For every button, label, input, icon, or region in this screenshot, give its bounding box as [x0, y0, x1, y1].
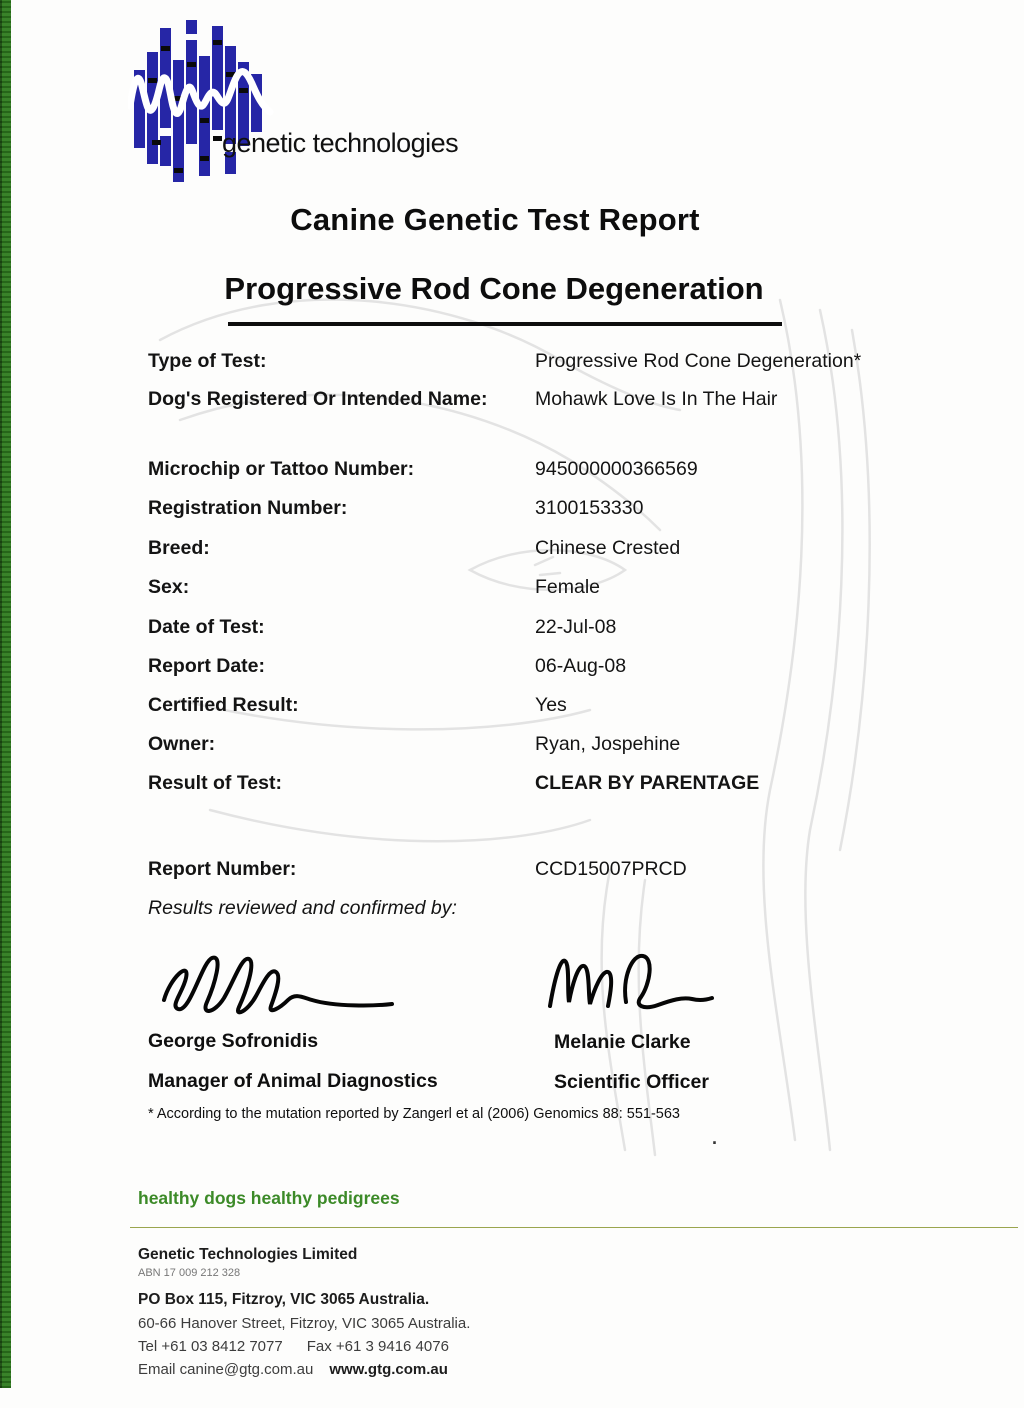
- field-row-sex: [148, 576, 600, 599]
- field-row-dog-name: [148, 388, 777, 411]
- signatory-george: [148, 1030, 438, 1093]
- field-value: Progressive Rod Cone Degeneration*: [535, 350, 862, 372]
- review-intro-text: Results reviewed and confirmed by:: [148, 897, 457, 919]
- signatory-name: George Sofronidis: [148, 1030, 319, 1052]
- field-value: Yes: [535, 694, 567, 716]
- brand-text: genetic technologies: [222, 128, 459, 158]
- footer-divider-rule: [130, 1227, 1018, 1228]
- stray-dot-mark: .: [712, 1128, 718, 1148]
- field-row-microchip: [148, 458, 698, 481]
- street-address: 60-66 Hanover Street, Fitzroy, VIC 3065 Australia.: [138, 1315, 471, 1332]
- mutation-footnote: * According to the mutation reported by Zangerl et al (2006) Genomics 88: 551-563: [148, 1106, 680, 1122]
- field-value: 3100153330: [535, 497, 644, 519]
- field-value: CLEAR BY PARENTAGE: [535, 772, 760, 794]
- website-url: www.gtg.com.au: [329, 1361, 448, 1378]
- field-label: Certified Result:: [148, 694, 299, 716]
- field-label: Dog's Registered Or Intended Name:: [148, 388, 488, 410]
- field-row-date-of-test: [148, 616, 616, 639]
- field-label: Report Number:: [148, 858, 297, 880]
- tagline: healthy dogs healthy pedigrees: [138, 1188, 400, 1208]
- field-value: CCD15007PRCD: [535, 858, 687, 880]
- field-label: Result of Test:: [148, 772, 282, 794]
- phone-line: [138, 1338, 470, 1355]
- field-value: Female: [535, 576, 601, 598]
- field-label: Breed:: [148, 537, 210, 559]
- field-label: Report Date:: [148, 655, 266, 677]
- signatory-title: Scientific Officer: [554, 1071, 709, 1093]
- title-underline-rule: [228, 322, 782, 326]
- field-row-type-of-test: [148, 350, 861, 373]
- field-label: Owner:: [148, 733, 216, 755]
- field-value: Mohawk Love Is In The Hair: [535, 388, 778, 410]
- field-row-report-date: [148, 655, 626, 678]
- field-value: Ryan, Jospehine: [535, 733, 681, 755]
- field-label: Microchip or Tattoo Number:: [148, 458, 415, 480]
- po-box-address: PO Box 115, Fitzroy, VIC 3065 Australia.: [138, 1291, 430, 1308]
- footer-contact-block: [138, 1246, 470, 1378]
- signature-george-sofronidis: [150, 948, 400, 1028]
- company-name: Genetic Technologies Limited: [138, 1246, 358, 1263]
- field-value: Chinese Crested: [535, 537, 681, 559]
- field-value: 945000000366569: [535, 458, 698, 480]
- signatory-name: Melanie Clarke: [554, 1031, 691, 1053]
- field-value: 22-Jul-08: [535, 616, 617, 638]
- signatory-title: Manager of Animal Diagnostics: [148, 1070, 438, 1092]
- field-row-breed: [148, 537, 680, 560]
- field-row-report-number: [148, 858, 687, 881]
- company-abn: ABN 17 009 212 328: [138, 1267, 241, 1279]
- field-row-certified-result: [148, 694, 567, 717]
- email-address: Email canine@gtg.com.au: [138, 1361, 314, 1378]
- fax-number: Fax +61 3 9416 4076: [306, 1338, 449, 1355]
- signatory-melanie: [554, 1031, 709, 1094]
- field-row-owner: [148, 733, 680, 756]
- field-row-registration: [148, 497, 643, 520]
- field-label: Registration Number:: [148, 497, 348, 519]
- field-label: Sex:: [148, 576, 190, 598]
- field-row-result-of-test: [148, 772, 759, 795]
- page-subtitle: Progressive Rod Cone Degeneration: [224, 271, 764, 306]
- field-value: 06-Aug-08: [535, 655, 627, 677]
- field-label: Type of Test:: [148, 350, 267, 372]
- signature-melanie-clarke: [540, 944, 725, 1024]
- field-label: Date of Test:: [148, 616, 265, 638]
- tel-number: Tel +61 03 8412 7077: [138, 1338, 283, 1355]
- email-line: [138, 1361, 470, 1378]
- page-title: Canine Genetic Test Report: [290, 202, 700, 237]
